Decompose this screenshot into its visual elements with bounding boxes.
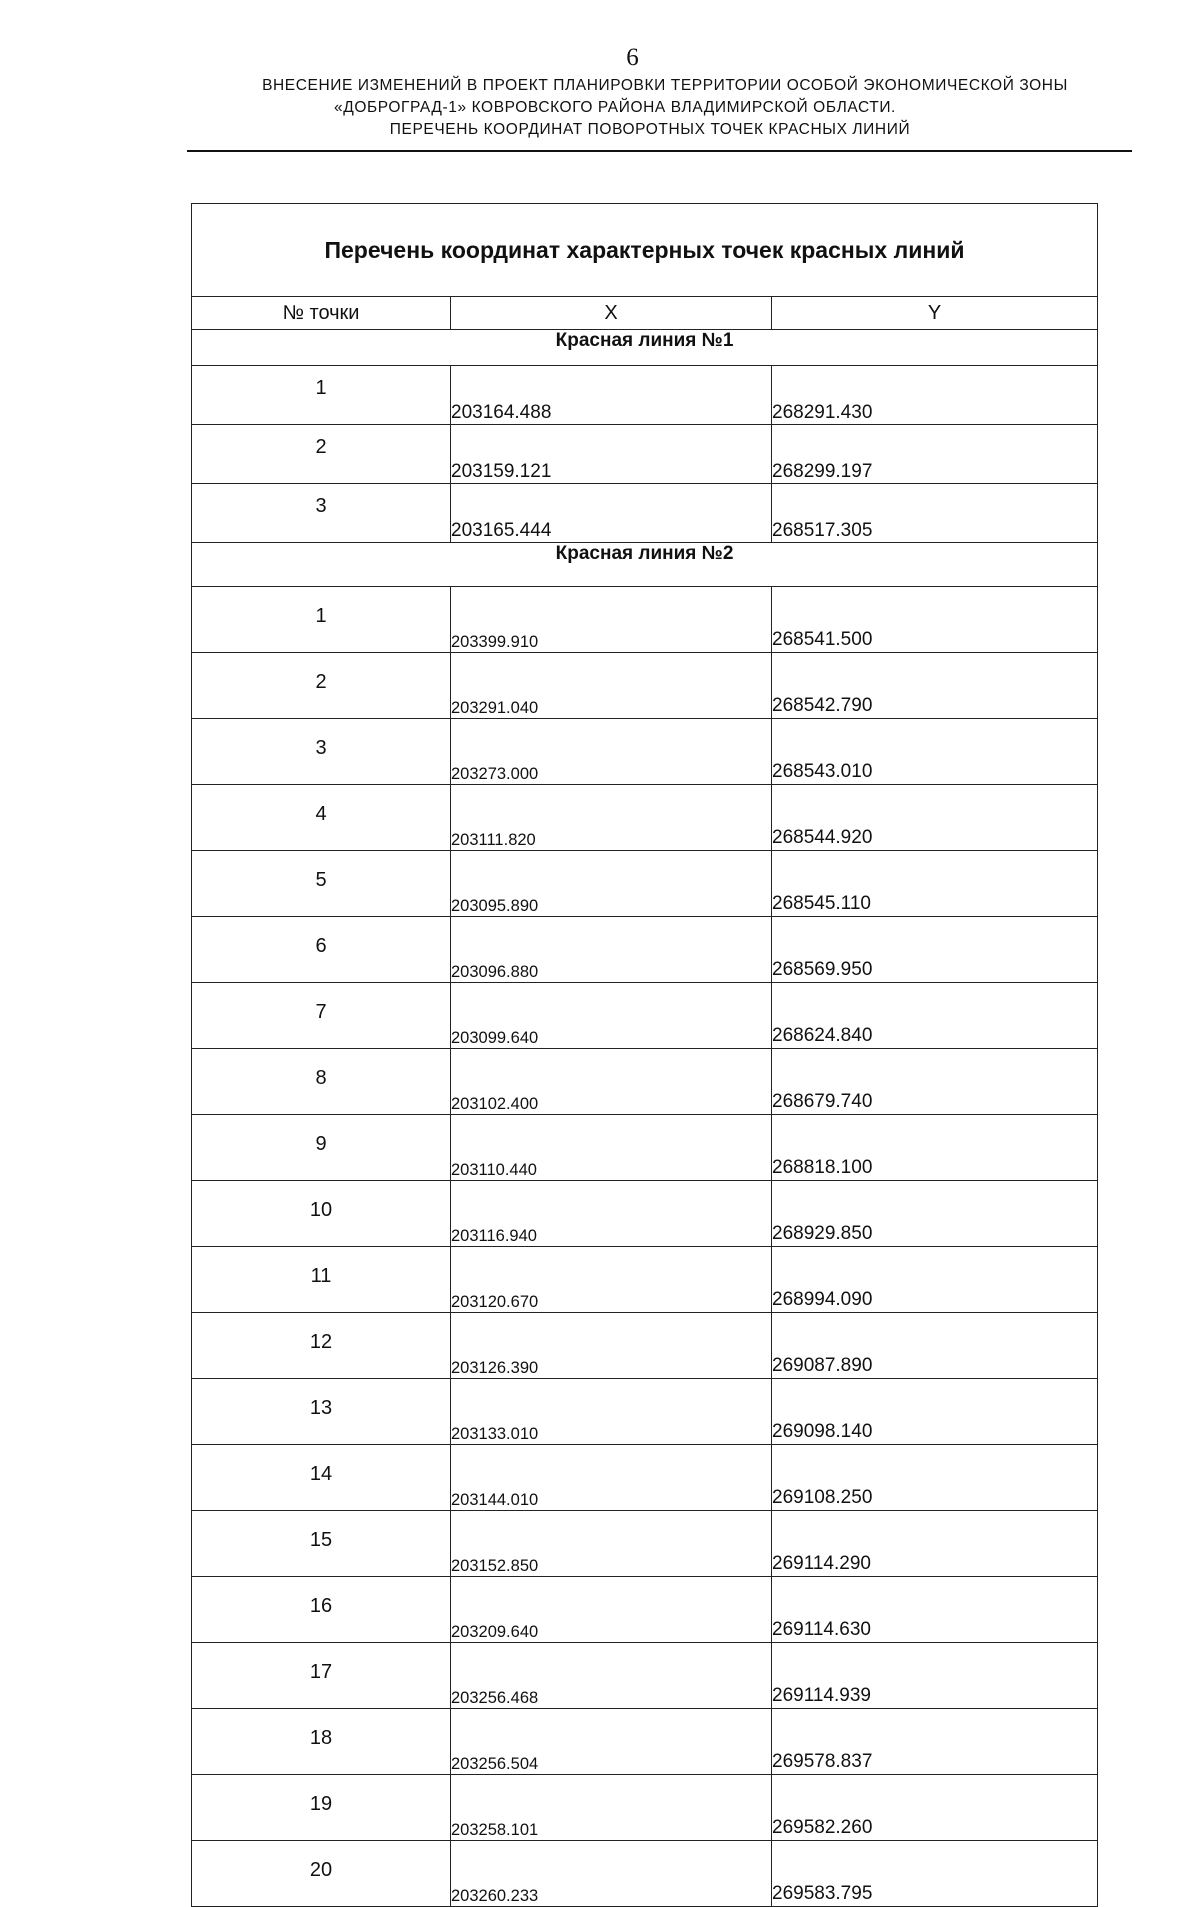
point-number-cell: 20: [192, 1841, 451, 1907]
point-number-cell: 11: [192, 1247, 451, 1313]
point-number-cell: 2: [192, 425, 451, 484]
y-coordinate-cell: 268679.740: [772, 1049, 1098, 1115]
table-header-row: [192, 297, 1098, 330]
header-divider: [187, 150, 1132, 152]
table-row: [192, 917, 1098, 983]
table-row: [192, 1643, 1098, 1709]
y-coordinate-cell: 269087.890: [772, 1313, 1098, 1379]
y-coordinate-cell: 268299.197: [772, 425, 1098, 484]
point-number-cell: 3: [192, 719, 451, 785]
x-coordinate-cell: 203165.444: [451, 484, 772, 543]
document-header: [190, 75, 1140, 141]
y-coordinate-cell: 268929.850: [772, 1181, 1098, 1247]
page-number: 6: [626, 44, 639, 71]
table-row: [192, 785, 1098, 851]
point-number-cell: 10: [192, 1181, 451, 1247]
table-row: [192, 1775, 1098, 1841]
x-coordinate-cell: 203256.504: [451, 1709, 772, 1775]
y-coordinate-cell: 268994.090: [772, 1247, 1098, 1313]
table-row: [192, 1379, 1098, 1445]
y-coordinate-cell: 269108.250: [772, 1445, 1098, 1511]
table-row: [192, 425, 1098, 484]
x-coordinate-cell: 203102.400: [451, 1049, 772, 1115]
table-row: [192, 1115, 1098, 1181]
x-coordinate-cell: 203399.910: [451, 587, 772, 653]
y-coordinate-cell: 269114.290: [772, 1511, 1098, 1577]
y-coordinate-cell: 269582.260: [772, 1775, 1098, 1841]
y-coordinate-cell: 268624.840: [772, 983, 1098, 1049]
coordinates-table: [191, 203, 1098, 1907]
y-coordinate-cell: 268517.305: [772, 484, 1098, 543]
table-title: Перечень координат характерных точек красных линий: [192, 204, 1098, 297]
table-row: [192, 1181, 1098, 1247]
x-coordinate-cell: 203095.890: [451, 851, 772, 917]
table-title-row: [192, 204, 1098, 297]
header-line-1: ВНЕСЕНИЕ ИЗМЕНЕНИЙ В ПРОЕКТ ПЛАНИРОВКИ ТЕРРИТОРИИ ОСОБОЙ ЭКОНОМИЧЕСКОЙ ЗОНЫ: [262, 77, 1068, 94]
x-coordinate-cell: 203291.040: [451, 653, 772, 719]
x-coordinate-cell: 203152.850: [451, 1511, 772, 1577]
point-number-cell: 5: [192, 851, 451, 917]
y-coordinate-cell: 269114.630: [772, 1577, 1098, 1643]
section-row: [192, 330, 1098, 366]
point-number-cell: 6: [192, 917, 451, 983]
x-coordinate-cell: 203096.880: [451, 917, 772, 983]
point-number-cell: 3: [192, 484, 451, 543]
x-coordinate-cell: 203258.101: [451, 1775, 772, 1841]
column-header-x: X: [451, 297, 772, 330]
point-number-cell: 14: [192, 1445, 451, 1511]
x-coordinate-cell: 203133.010: [451, 1379, 772, 1445]
table-row: [192, 1709, 1098, 1775]
point-number-cell: 19: [192, 1775, 451, 1841]
y-coordinate-cell: 268544.920: [772, 785, 1098, 851]
table-row: [192, 1049, 1098, 1115]
point-number-cell: 12: [192, 1313, 451, 1379]
section-title: Красная линия №1: [192, 330, 1098, 366]
x-coordinate-cell: 203144.010: [451, 1445, 772, 1511]
point-number-cell: 1: [192, 587, 451, 653]
point-number-cell: 17: [192, 1643, 451, 1709]
table-row: [192, 366, 1098, 425]
y-coordinate-cell: 269578.837: [772, 1709, 1098, 1775]
y-coordinate-cell: 268818.100: [772, 1115, 1098, 1181]
point-number-cell: 15: [192, 1511, 451, 1577]
table-row: [192, 983, 1098, 1049]
point-number-cell: 13: [192, 1379, 451, 1445]
y-coordinate-cell: 269098.140: [772, 1379, 1098, 1445]
x-coordinate-cell: 203273.000: [451, 719, 772, 785]
y-coordinate-cell: 268542.790: [772, 653, 1098, 719]
y-coordinate-cell: 268541.500: [772, 587, 1098, 653]
table-row: [192, 653, 1098, 719]
x-coordinate-cell: 203209.640: [451, 1577, 772, 1643]
x-coordinate-cell: 203120.670: [451, 1247, 772, 1313]
coordinates-table-body: [192, 204, 1098, 1907]
point-number-cell: 16: [192, 1577, 451, 1643]
table-row: [192, 1247, 1098, 1313]
table-row: [192, 1577, 1098, 1643]
y-coordinate-cell: 268291.430: [772, 366, 1098, 425]
table-row: [192, 719, 1098, 785]
y-coordinate-cell: 268569.950: [772, 917, 1098, 983]
x-coordinate-cell: 203111.820: [451, 785, 772, 851]
y-coordinate-cell: 268543.010: [772, 719, 1098, 785]
table-row: [192, 587, 1098, 653]
section-row: [192, 543, 1098, 587]
y-coordinate-cell: 269114.939: [772, 1643, 1098, 1709]
section-title: Красная линия №2: [192, 543, 1098, 587]
y-coordinate-cell: 269583.795: [772, 1841, 1098, 1907]
table-row: [192, 1313, 1098, 1379]
point-number-cell: 7: [192, 983, 451, 1049]
column-header-point-number: № точки: [192, 297, 451, 330]
y-coordinate-cell: 268545.110: [772, 851, 1098, 917]
x-coordinate-cell: 203164.488: [451, 366, 772, 425]
table-row: [192, 484, 1098, 543]
x-coordinate-cell: 203099.640: [451, 983, 772, 1049]
header-line-3: ПЕРЕЧЕНЬ КООРДИНАТ ПОВОРОТНЫХ ТОЧЕК КРАСНЫХ ЛИНИЙ: [389, 121, 911, 138]
x-coordinate-cell: 203116.940: [451, 1181, 772, 1247]
point-number-cell: 8: [192, 1049, 451, 1115]
point-number-cell: 2: [192, 653, 451, 719]
table-row: [192, 851, 1098, 917]
header-line-2: «ДОБРОГРАД-1» КОВРОВСКОГО РАЙОНА ВЛАДИМИРСКОЙ ОБЛАСТИ.: [334, 99, 896, 116]
point-number-cell: 9: [192, 1115, 451, 1181]
x-coordinate-cell: 203256.468: [451, 1643, 772, 1709]
x-coordinate-cell: 203126.390: [451, 1313, 772, 1379]
x-coordinate-cell: 203159.121: [451, 425, 772, 484]
table-row: [192, 1511, 1098, 1577]
table-row: [192, 1445, 1098, 1511]
x-coordinate-cell: 203110.440: [451, 1115, 772, 1181]
point-number-cell: 18: [192, 1709, 451, 1775]
column-header-y: Y: [772, 297, 1098, 330]
table-row: [192, 1841, 1098, 1907]
point-number-cell: 4: [192, 785, 451, 851]
x-coordinate-cell: 203260.233: [451, 1841, 772, 1907]
point-number-cell: 1: [192, 366, 451, 425]
